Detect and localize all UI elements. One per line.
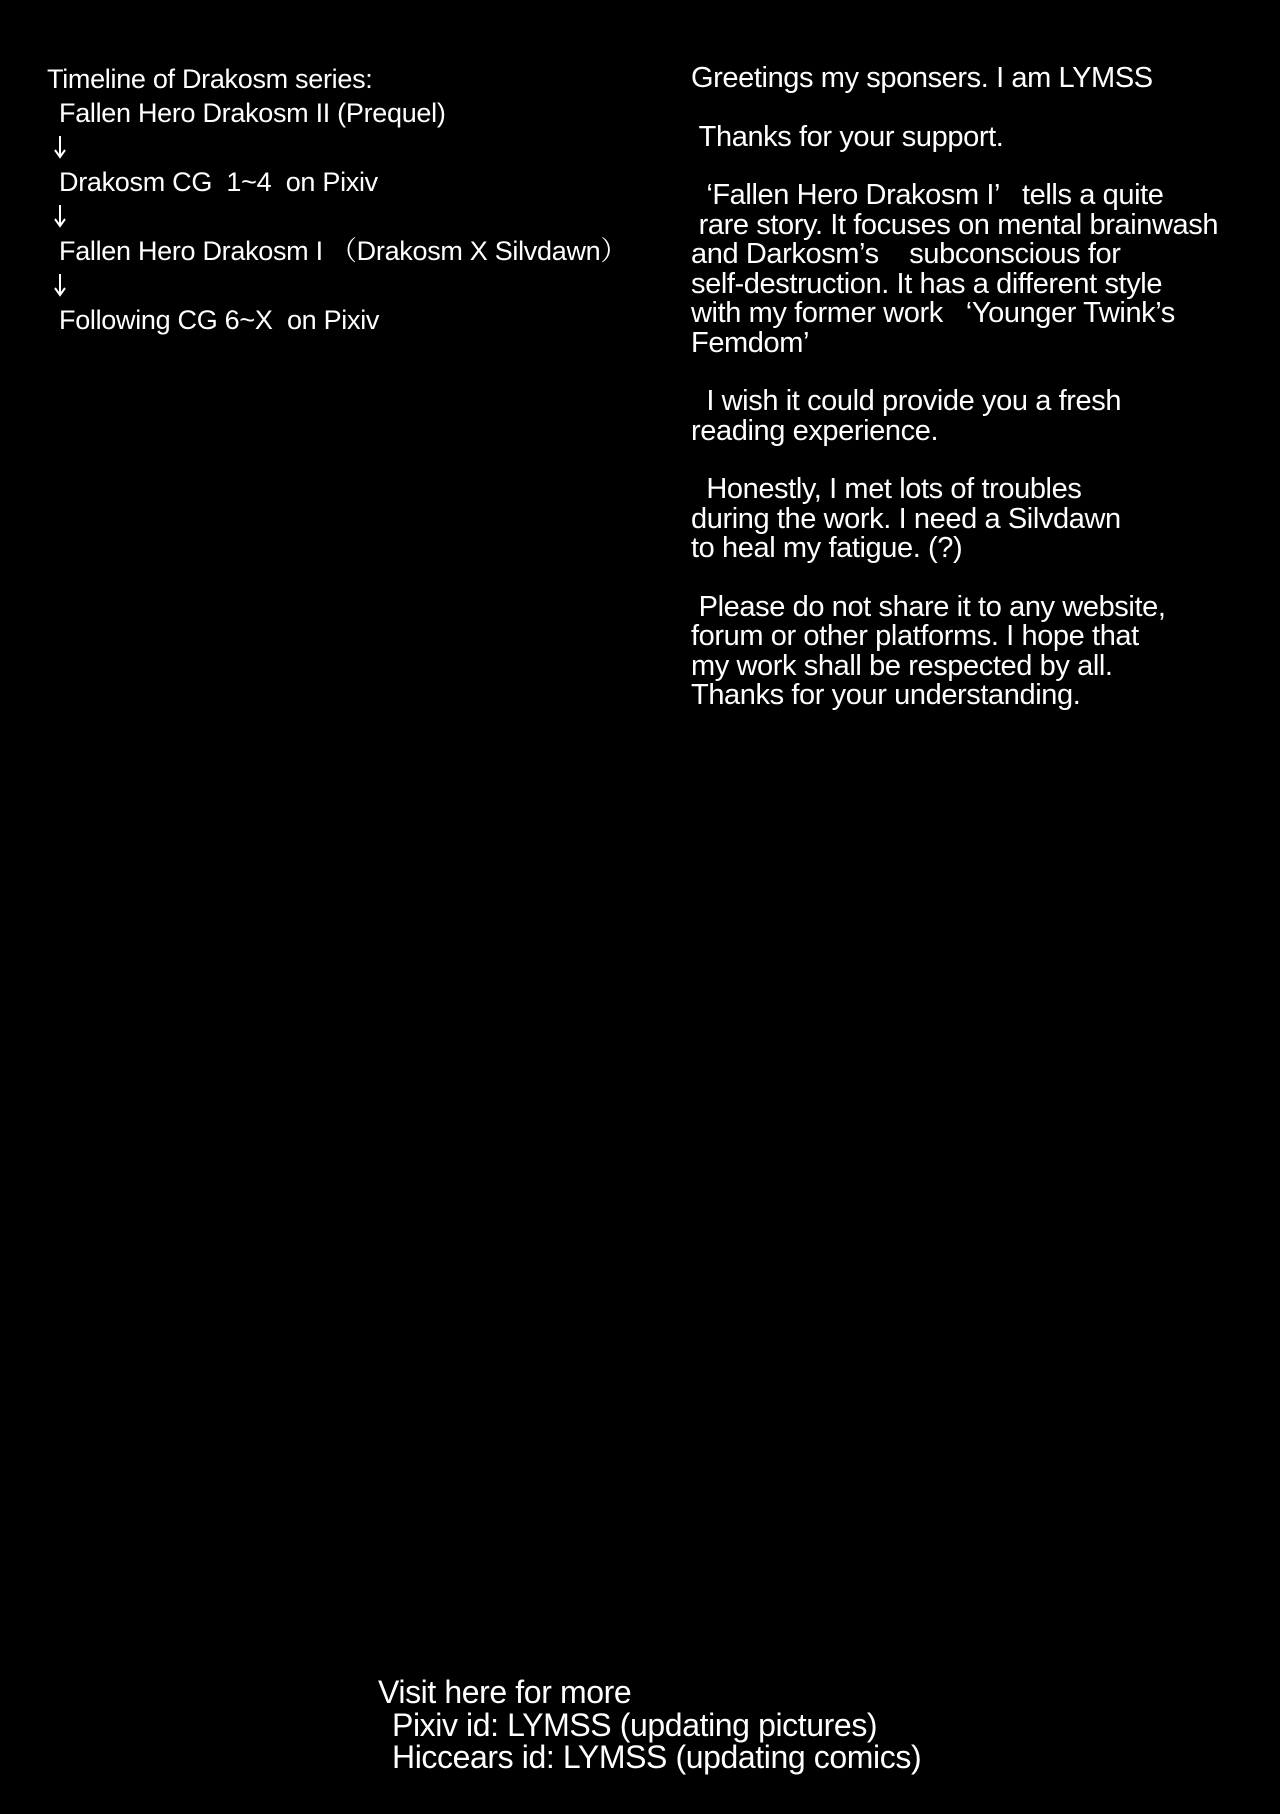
timeline-section bbox=[47, 62, 647, 337]
letter-thanks: Thanks for your support. bbox=[691, 120, 1004, 153]
timeline-entry-cg-1-4: Drakosm CG 1~4 on Pixiv bbox=[59, 167, 378, 197]
hiccears-id: Hiccears id: LYMSS (updating comics) bbox=[392, 1739, 922, 1775]
footer-heading: Visit here for more bbox=[378, 1674, 632, 1710]
down-arrow-icon bbox=[53, 130, 647, 165]
down-arrow-icon bbox=[53, 199, 647, 234]
timeline-entry-following-cg: Following CG 6~X on Pixiv bbox=[59, 305, 380, 335]
letter-paragraph-troubles: Honestly, I met lots of troubles during the work. I need a Silvdawn to heal my fatigue. (?) bbox=[691, 473, 1121, 564]
timeline-entry-drakosm-i: Fallen Hero Drakosm I （Drakosm X Silvdawn） bbox=[59, 236, 628, 266]
timeline-title: Timeline of Drakosm series: bbox=[47, 64, 373, 94]
timeline-entry-prequel: Fallen Hero Drakosm II (Prequel) bbox=[59, 98, 446, 128]
contact-footer bbox=[378, 1676, 1078, 1774]
letter-paragraph-story: ‘Fallen Hero Drakosm I’ tells a quite rare story. It focuses on mental brainwash and Darkosm’s subconscious for self-destruction. It has a different style with my former work ‘Younger Twink’s Femdom’ bbox=[691, 179, 1219, 359]
pixiv-id: Pixiv id: LYMSS (updating pictures) bbox=[392, 1706, 878, 1743]
down-arrow-icon bbox=[53, 268, 647, 303]
letter-greeting: Greetings my sponsers. I am LYMSS bbox=[691, 62, 1153, 94]
letter-paragraph-experience: I wish it could provide you a fresh reading experience. bbox=[691, 385, 1122, 447]
author-letter bbox=[691, 64, 1261, 711]
letter-paragraph-no-share: Please do not share it to any website, forum or other platforms. I hope that my work shall be respected by all. Thanks for your understanding. bbox=[691, 590, 1166, 711]
